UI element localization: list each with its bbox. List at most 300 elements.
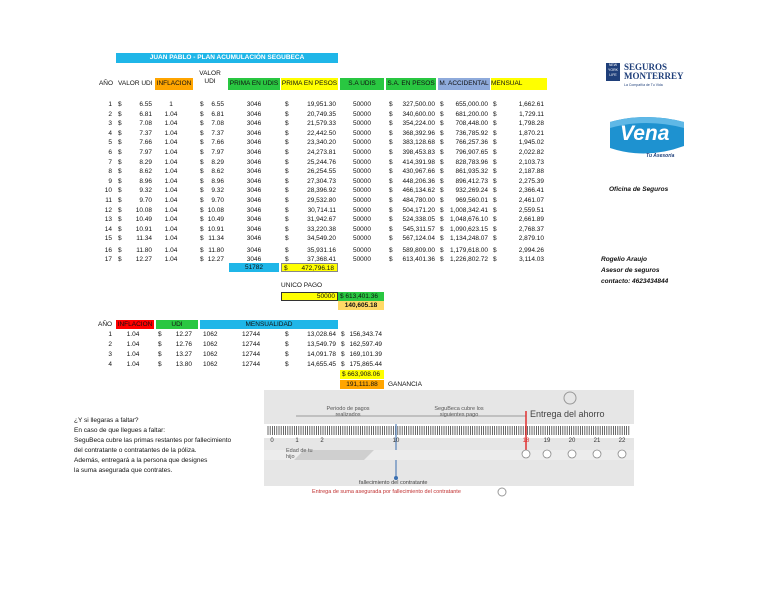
currency-sign: $ [440,120,444,128]
cell-ma: 1,226,802.72 [450,256,488,264]
cell-pu: 3046 [246,168,262,176]
second-sum: $ 663,908.06 [340,370,384,379]
currency-sign: $ [284,265,288,272]
cell-me: 1,945.02 [518,139,544,147]
cell-ma: 932,269.24 [455,187,488,195]
cell-vu2: 10.08 [207,206,224,214]
currency-sign: $ [118,235,122,243]
currency-sign: $ [440,216,444,224]
cell-anio: 1 [108,331,112,338]
currency-sign: $ [200,187,204,195]
cell-su: 50000 [352,139,372,147]
currency-sign: $ [200,206,204,214]
cell-inf: 1.04 [164,168,178,176]
cell-anio: 8 [108,168,112,176]
currency-sign: $ [440,101,444,108]
cell-pp: 23,340.20 [307,139,336,147]
cell-anio: 4 [108,361,112,368]
cell-pp: 19,951.30 [307,101,336,108]
cell-inf: 1.04 [126,331,140,338]
cell-d: 169,101.39 [349,351,382,358]
cell-sp: 414,391.98 [402,158,435,166]
header-anio: AÑO [98,80,114,87]
footer-text [74,416,274,476]
table-row [0,138,560,148]
cell-vu: 7.66 [139,139,152,147]
cell-vu: 7.37 [139,129,152,137]
cell-ma: 1,048,676.10 [450,216,488,224]
cell-me: 2,461.07 [518,197,544,204]
tick-label: 18 [522,438,530,444]
cell-c: 13,028.64 [307,331,336,338]
tick-label: 22 [618,438,626,444]
currency-sign: $ [440,158,444,166]
cell-ma: 681,200.00 [455,110,488,118]
cell-me: 2,022.82 [518,149,544,156]
footer-line4: Además, entregará a la persona que designes [74,457,208,464]
cell-anio: 12 [104,206,112,214]
cell-sp: 524,338.05 [402,216,435,224]
currency-sign: $ [389,139,393,147]
currency-sign: $ [200,168,204,176]
cell-anio: 3 [108,351,112,358]
cell-anio: 10 [104,187,112,195]
currency-sign: $ [118,197,122,204]
advisor-role: Asesor de seguros [601,267,660,274]
cell-inf: 1.04 [164,206,178,214]
currency-sign: $ [158,331,162,338]
cell-anio: 11 [105,197,112,204]
table-row [0,148,560,158]
currency-sign: $ [341,341,345,348]
cell-anio: 9 [108,177,112,185]
cell-sp: 340,600.00 [402,110,435,118]
currency-sign: $ [118,158,122,166]
table-row [0,215,560,225]
header-valor-udi-2 [196,70,224,86]
cell-vu2: 8.96 [211,177,224,185]
header2-udi: UDI [156,320,198,329]
cell-vu: 10.08 [135,206,152,214]
tick-label: 1 [295,438,299,444]
currency-sign: $ [285,206,289,214]
cell-vu2: 7.66 [211,139,224,147]
brand-monterrey: MONTERREY [624,71,684,81]
currency-sign: $ [200,256,204,264]
cell-pp: 20,749.35 [307,110,336,118]
cell-vu2: 8.62 [211,168,224,176]
currency-sign: $ [118,168,122,176]
cell-pu: 3046 [246,139,262,147]
cell-vu: 8.96 [139,177,152,185]
cell-sp: 368,392.96 [402,129,435,137]
table-row [0,225,560,235]
cell-sp: 613,401.36 [402,256,435,264]
header-valor-line1: VALOR [199,70,221,77]
cell-sp: 354,224.00 [402,120,435,128]
cell-me: 2,366.41 [518,187,544,195]
currency-sign: $ [493,177,497,185]
brand-tagline: La Compañía de Tu Vida [624,83,663,87]
unico-pesos: $ 613,401.36 [338,292,384,301]
money-small-icon [498,488,506,496]
brand-name [624,63,684,81]
cell-vu: 7.97 [139,149,152,156]
currency-sign: $ [440,187,444,195]
currency-sign: $ [389,101,393,108]
footer-line2: SeguBeca cubre las primas restantes por fallecimiento [74,437,232,444]
currency-sign: $ [285,361,289,368]
cell-vu2: 9.32 [211,187,224,195]
advisor-contact: contacto: 4623434844 [601,278,669,285]
total-udis: 51782 [229,263,279,272]
cell-anio: 6 [108,149,112,156]
label-fallecimiento: fallecimiento del contratante [359,480,428,486]
cell-sp: 383,128.68 [402,139,435,147]
cell-pu: 3046 [246,110,262,118]
currency-sign: $ [200,177,204,185]
currency-sign: $ [389,168,393,176]
currency-sign: $ [389,235,393,243]
total-pesos: 472,796.18 [301,265,334,272]
table-row [0,186,560,196]
cell-pp: 21,579.33 [307,120,336,128]
label-entrega-sa: Entrega de suma asegurada por fallecimiento del contratante [312,489,461,495]
ny-line3: LIFE [609,73,617,77]
currency-sign: $ [118,187,122,195]
cell-su: 50000 [352,149,372,156]
cell-su: 50000 [352,158,372,166]
currency-sign: $ [285,149,289,156]
currency-sign: $ [493,110,497,118]
table-row [0,206,560,216]
currency-sign: $ [389,216,393,224]
currency-sign: $ [440,168,444,176]
cell-vu2: 11.80 [208,246,224,254]
cell-ma: 708,448.00 [455,120,488,128]
cell-pp: 24,273.81 [307,149,336,156]
cell-ma: 796,907.65 [455,149,488,156]
currency-sign: $ [285,177,289,185]
cell-a: 1062 [203,361,218,368]
cell-me: 1,870.21 [518,129,544,137]
oficina-label: Oficina de Seguros [609,186,669,193]
currency-sign: $ [118,129,122,137]
cell-vu2: 11.34 [208,235,224,243]
cell-pp: 34,549.20 [307,235,336,243]
cell-pp: 26,254.55 [307,168,336,176]
cell-sp: 398,453.83 [402,149,435,156]
currency-sign: $ [285,235,289,243]
currency-sign: $ [493,120,497,128]
cell-sp: 545,311.57 [402,225,435,233]
coin-icon [618,450,626,458]
footer-line3: del contratante o contratantes de la póliza. [74,447,197,454]
cell-su: 50000 [352,197,372,204]
table-row [0,360,400,370]
cell-udi: 12.27 [175,331,192,338]
currency-sign: $ [200,158,204,166]
cell-vu2: 9.70 [211,197,224,204]
currency-sign: $ [493,246,497,254]
cell-pu: 3046 [246,235,262,243]
cell-su: 50000 [352,177,372,185]
currency-sign: $ [493,101,497,108]
currency-sign: $ [389,158,393,166]
cell-pp: 35,931.16 [307,246,336,254]
cell-me: 2,661.89 [518,216,544,224]
currency-sign: $ [341,351,345,358]
header-prima-udis: PRIMA EN UDIS [228,78,280,90]
cell-anio: 3 [108,120,112,128]
cell-vu2: 10.91 [207,225,224,233]
currency-sign: $ [118,206,122,214]
currency-sign: $ [389,256,393,264]
table-row [0,158,560,168]
cell-vu: 8.62 [139,168,152,176]
tick-label: 10 [392,438,400,444]
currency-sign: $ [493,206,497,214]
timeline-graphic [264,386,634,502]
cell-c: 14,091.78 [307,351,336,358]
cell-d: 156,343.74 [349,331,382,338]
cell-vu2: 7.08 [211,120,224,128]
cell-su: 50000 [352,168,372,176]
cell-vu: 12.27 [135,256,152,264]
currency-sign: $ [440,110,444,118]
cell-b: 12744 [242,361,261,368]
cell-pp: 37,368.41 [307,256,336,264]
cell-anio: 2 [108,110,112,118]
cell-vu: 7.08 [139,120,152,128]
advisor-name: Rogelio Araujo [601,256,647,263]
currency-sign: $ [158,351,162,358]
cell-pu: 3046 [246,246,262,254]
cell-vu: 11.34 [136,235,152,243]
cell-anio: 5 [108,139,112,147]
cell-inf: 1.04 [126,351,140,358]
currency-sign: $ [389,129,393,137]
cell-pp: 31,942.67 [307,216,336,224]
cell-b: 12744 [242,351,261,358]
cell-su: 50000 [352,225,372,233]
tick-label: 0 [270,438,274,444]
footer-question: ¿Y si llegaras a faltar? [74,417,139,424]
unico-value: 50000 [281,292,338,301]
cell-me: 2,559.51 [518,206,544,214]
currency-sign: $ [389,187,393,195]
cell-anio: 7 [108,158,112,166]
currency-sign: $ [493,139,497,147]
cell-a: 1062 [203,331,218,338]
table-row [0,246,560,256]
currency-sign: $ [118,120,122,128]
currency-sign: $ [493,149,497,156]
cell-inf: 1.04 [126,361,140,368]
currency-sign: $ [493,187,497,195]
currency-sign: $ [200,246,204,254]
label-periodo: Periodo de pagos realizados [326,406,370,418]
cell-ma: 1,179,618.00 [450,246,488,254]
cell-pu: 3046 [246,149,262,156]
cell-anio: 16 [104,246,112,254]
cell-sp: 504,171.20 [402,206,435,214]
cell-sp: 466,134.62 [402,187,435,195]
cell-pp: 27,304.73 [307,177,336,185]
header-valor-udi: VALOR UDI [118,80,153,87]
currency-sign: $ [440,139,444,147]
currency-sign: $ [200,197,204,204]
tick-label: 21 [593,438,601,444]
cell-anio: 2 [108,341,112,348]
currency-sign: $ [440,197,444,204]
table-row [0,119,560,129]
cell-pu: 3046 [246,225,262,233]
cell-ma: 896,412.73 [455,177,488,185]
header-sa-pesos: S.A. EN PESOS [386,78,436,90]
cell-inf: 1.04 [164,110,178,118]
currency-sign: $ [389,197,393,204]
table-row [0,129,560,139]
tick-label: 2 [320,438,324,444]
table-row [0,177,560,187]
header-m-accidental: M. ACCIDENTAL [438,78,490,90]
cell-pu: 3046 [246,177,262,185]
table-row [0,234,560,244]
cell-inf: 1.04 [164,187,178,195]
header-prima-pesos: PRIMA EN PESOS [281,78,338,90]
cell-vu2: 7.37 [211,129,224,137]
cell-pu: 3046 [246,256,262,264]
total-pesos-cell [281,263,338,272]
gain-label: GANANCIA [388,381,422,388]
cell-b: 12744 [242,331,261,338]
cell-me: 3,114.03 [519,256,544,264]
currency-sign: $ [493,197,497,204]
currency-sign: $ [389,206,393,214]
cell-me: 1,662.61 [518,101,544,108]
currency-sign: $ [118,177,122,185]
nylife-logo [606,63,620,81]
cell-su: 50000 [352,235,372,243]
cell-inf: 1.04 [164,256,178,264]
cell-vu2: 8.29 [211,158,224,166]
table-row [0,110,560,120]
cell-vu: 10.91 [135,225,152,233]
cell-su: 50000 [352,206,372,214]
currency-sign: $ [285,225,289,233]
currency-sign: $ [285,110,289,118]
table-row [0,167,560,177]
cell-inf: 1.04 [164,149,178,156]
cell-vu: 6.81 [139,110,152,118]
currency-sign: $ [285,187,289,195]
cell-su: 50000 [352,120,372,128]
currency-sign: $ [285,246,289,254]
cell-anio: 15 [104,235,112,243]
cell-inf: 1.04 [164,129,178,137]
currency-sign: $ [389,120,393,128]
currency-sign: $ [200,139,204,147]
cell-pp: 33,220.38 [307,225,336,233]
cell-me: 1,729.11 [519,110,544,118]
cell-vu2: 6.55 [211,101,224,108]
currency-sign: $ [285,341,289,348]
currency-sign: $ [200,235,204,243]
cell-pp: 22,442.50 [307,129,336,137]
cell-inf: 1.04 [164,197,178,204]
cell-inf: 1.04 [164,216,178,224]
currency-sign: $ [285,139,289,147]
cell-vu2: 6.81 [211,110,224,118]
cell-pu: 3046 [246,216,262,224]
cell-c: 13,549.79 [307,341,336,348]
cell-me: 2,187.88 [518,168,544,176]
coin-icon [543,450,551,458]
table-row [0,196,560,206]
header2-anio: AÑO [98,321,113,328]
cell-sp: 448,206.36 [402,177,435,185]
cell-su: 50000 [352,110,372,118]
cell-ma: 1,134,248.07 [450,235,488,243]
cell-pu: 3046 [246,206,262,214]
currency-sign: $ [440,225,444,233]
cell-a: 1062 [203,341,218,348]
currency-sign: $ [493,256,497,264]
currency-sign: $ [158,341,162,348]
cell-udi: 13.27 [175,351,192,358]
currency-sign: $ [285,197,289,204]
header-valor-line2: UDI [204,78,216,85]
cell-inf: 1.04 [164,177,178,185]
cell-anio: 1 [108,101,112,108]
currency-sign: $ [440,206,444,214]
currency-sign: $ [285,216,289,224]
label-edad: Edad de tu hijo [286,448,313,460]
cell-anio: 4 [108,129,112,137]
currency-sign: $ [118,216,122,224]
gain-value: 191,111.88 [340,380,384,389]
cell-sp: 484,780.00 [402,197,435,204]
cell-pu: 3046 [246,187,262,195]
cell-c: 14,655.45 [307,361,336,368]
cell-b: 12744 [242,341,261,348]
cell-vu: 11.80 [136,246,152,254]
cell-sp: 589,809.00 [402,246,435,254]
currency-sign: $ [285,168,289,176]
cell-inf: 1 [169,101,173,108]
cell-su: 50000 [352,101,372,108]
plan-title: JUAN PABLO - PLAN ACUMULACIÓN SEGUBECA [116,53,338,63]
currency-sign: $ [200,101,204,108]
vena-logo [606,116,688,160]
ny-line1: NEW [608,63,618,67]
currency-sign: $ [200,110,204,118]
cell-anio: 13 [104,216,112,224]
cell-pu: 3046 [246,197,262,204]
currency-sign: $ [200,120,204,128]
cell-inf: 1.04 [164,235,178,243]
currency-sign: $ [493,158,497,166]
tick-label: 20 [568,438,576,444]
cell-ma: 969,560.01 [455,197,488,204]
cell-ma: 861,935.32 [455,168,488,176]
table-row [0,340,400,350]
cell-inf: 1.04 [164,158,178,166]
brand-seguros: SEGUROS [624,62,668,72]
contact-block [601,254,668,287]
cell-vu: 6.55 [139,101,152,108]
